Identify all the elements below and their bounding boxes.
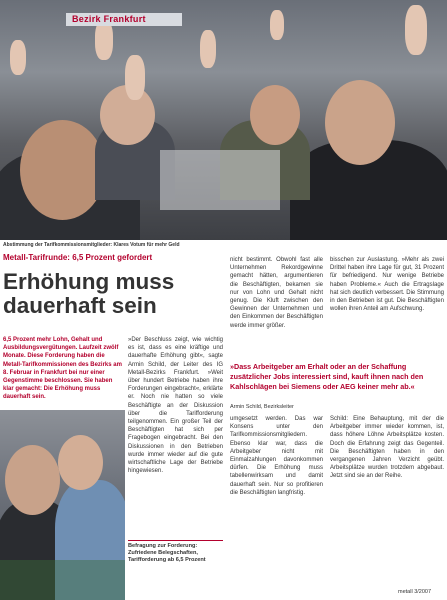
kicker: Metall-Tarifrunde: 6,5 Prozent gefordert [3, 253, 153, 262]
pull-quote: »Dass Arbeitgeber am Erhalt oder an der Schaffung zusätzlicher Jobs interessiert sind, kauft ihnen nach den Kahlschlägen bei Siemens oder AEG keiner mehr ab.« [230, 362, 424, 391]
article-column-4: bisschen zur Auslastung. »Mehr als zwei Drittel haben ihre Lage für gut, 31 Prozent für befriedigend. Nur wenige Betriebe haben Probleme.« Auch die Ertragslage hat sich deutlich verbessert. Die Stimmung in den Betrieben ist gut. Die Beschäftigten wollen ihren Anteil am Aufschwung. [330, 257, 444, 313]
headline: Erhöhung muss dauerhaft sein [3, 269, 175, 318]
photo-figure [325, 80, 395, 165]
page-footer: metall 3/2007 [398, 589, 432, 595]
photo-figure [250, 85, 300, 145]
photo-figure [5, 445, 60, 515]
info-box: Befragung zur Forderung: Zufriedene Belegschaften, Tarifforderung ab 6,5 Prozent [128, 540, 223, 564]
bottom-photo [0, 410, 125, 600]
photo-figure [95, 20, 113, 60]
photo-figure [125, 55, 145, 100]
section-label: Bezirk Frankfurt [66, 13, 182, 26]
photo-figure [270, 10, 284, 40]
article-column-3: nicht bestimmt. Obwohl fast alle Unternehmen Rekordgewinne gemacht hätten, argumentieren die Beschäftigten, bekamen sie nur von Lohn und Gehalt nicht genug. Die Kluft zwischen den Gewinnen der Unternehmen und den Einkommen der Beschäftigten werde immer größer. [230, 257, 323, 329]
photo-figure [405, 5, 427, 55]
article-column-4-lower: Schild: Eine Behauptung, mit der die Arbeitgeber immer wieder kommen, ist, dass höhere Löhne Arbeitsplätze kosten. Doch die Erfahrung zeigt das Gegenteil. Die Beschäftigten haben in den vergangenen Jahren Verzicht geübt. Arbeitsplätze wurden trotzdem abgebaut. Jetzt sind sie an der Reihe. [330, 416, 444, 480]
article-column-2: »Der Beschluss zeigt, wie wichtig es ist, dass es eine kräftige und dauerhafte Erhöhung gibt«, sagte Armin Schild, der Leiter des IG Metall-Bezirks Frankfurt. »Weit über hundert Betriebe haben ihre Forderungen eingebracht«, erklärte er. Noch nie hatten so viele Beschäftigte an der Diskussion über die Tarifforderung teilgenommen. Ein großer Teil der Beschäftigten hat sich per Fragebogen eingebracht. Bei den Diskussionen in den Betrieben wurde immer wieder auf die gute wirtschaftliche Lage der Betriebe hingewiesen. [128, 337, 223, 475]
photo-table [0, 560, 125, 600]
photo-figure [200, 30, 216, 68]
photo-figure [58, 435, 103, 490]
photo-figure [10, 40, 26, 75]
top-photo [0, 0, 447, 240]
article-column-3-lower: umgesetzt werden. Das war Konsens unter den Tarifkommissionsmitgliedern. Ebenso klar war, dass die Arbeitgeber nicht mit Einmalzahlungen davonkommen dürfen. Die Erhöhung muss tabellenwirksam und damit dauerhaft sein. Nur so profitieren die Beschäftigten langfristig. [230, 416, 323, 496]
lead-paragraph: 6,5 Prozent mehr Lohn, Gehalt und Ausbildungsvergütungen. Laufzeit zwölf Monate. Diese Forderung haben die Metall-Tarifkommissionen des Bezirks am 8. Februar in Frankfurt bei nur einer Gegenstimme beschlossen. Sie haben klar gemacht: Die Erhöhung muss dauerhaft sein. [3, 337, 122, 401]
photo-figure [20, 120, 105, 220]
photo-caption: Abstimmung der Tarifkommissionsmitglieder: Klares Votum für mehr Geld [3, 242, 180, 248]
quote-source: Armin Schild, Bezirksleiter [230, 404, 294, 410]
photo-table [160, 150, 280, 210]
